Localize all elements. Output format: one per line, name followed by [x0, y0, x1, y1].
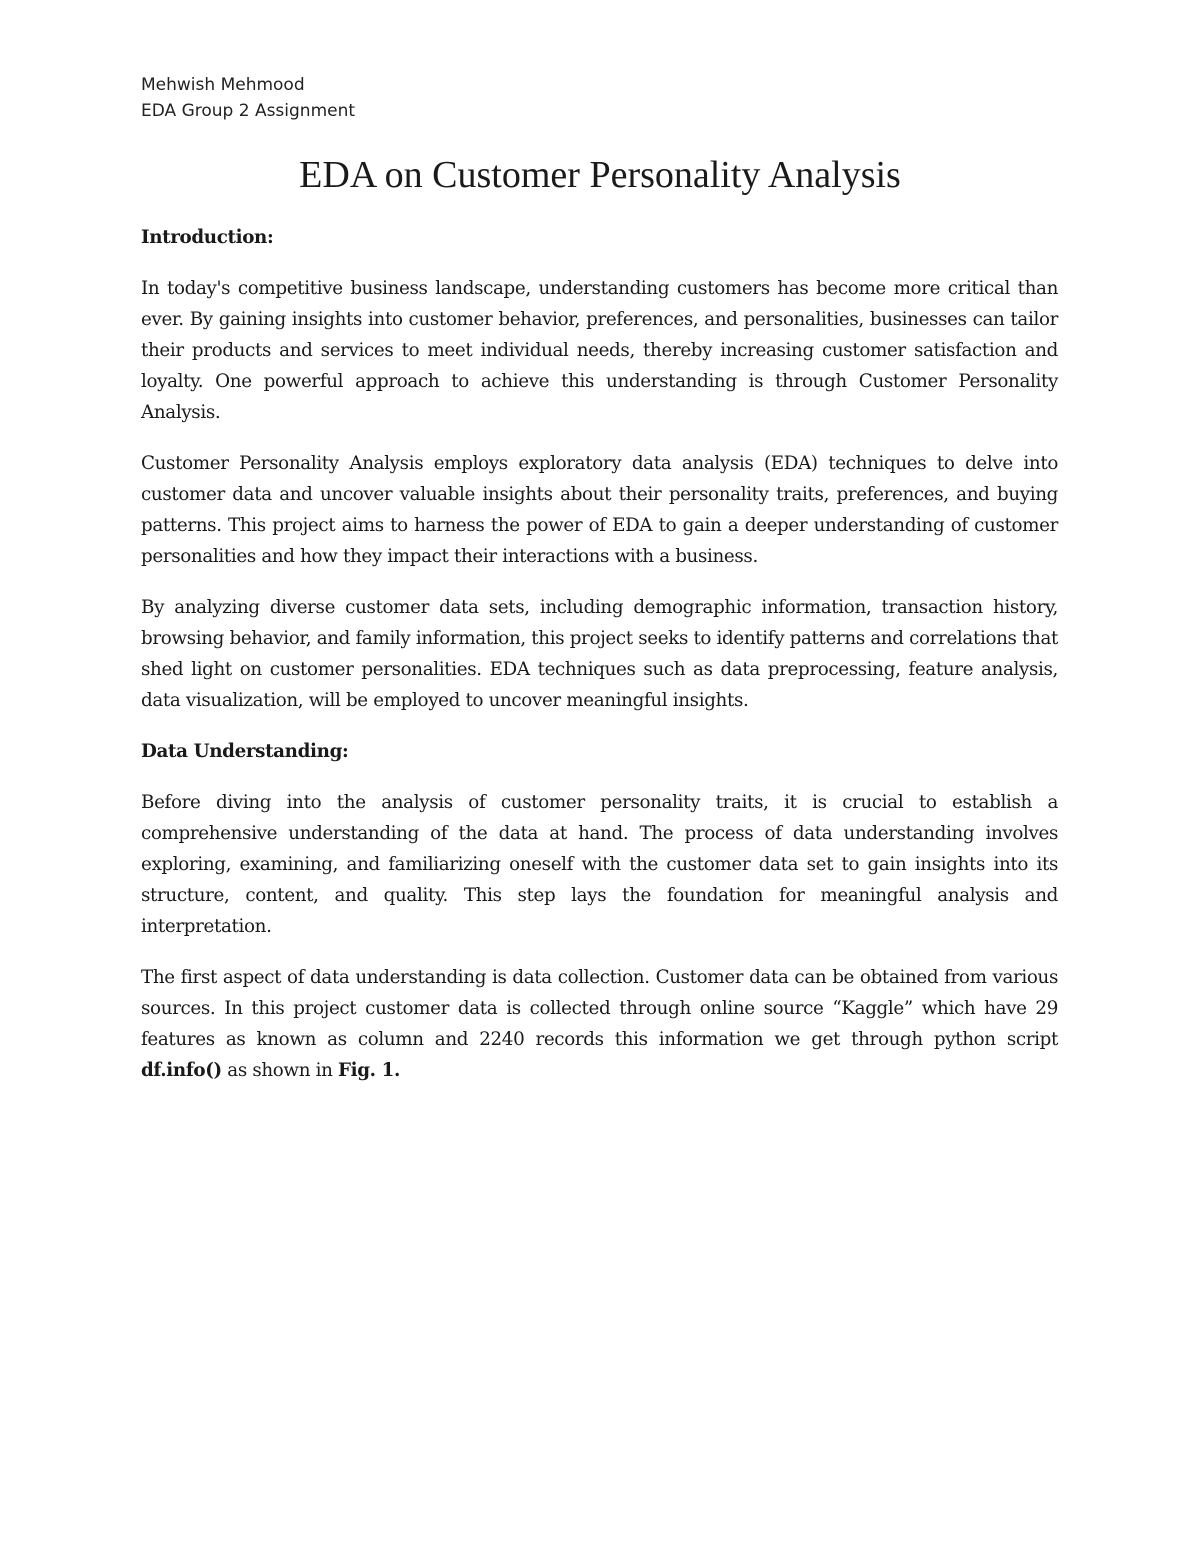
code-reference: df.info() [141, 1060, 222, 1081]
paragraph-text: The first aspect of data understanding is data collection. Customer data can be obtained from various sources. In this project customer data is collected through online source “Kaggle” which have 29 features as known as column and 2240 records this information we get through python script [141, 967, 1058, 1050]
author-name: Mehwish Mehmood [141, 75, 305, 95]
paragraph-text-mid: as shown in [221, 1060, 338, 1081]
course-label: EDA Group 2 Assignment [141, 101, 356, 121]
figure-reference: Fig. 1. [338, 1060, 401, 1081]
introduction-paragraph-3: By analyzing diverse customer data sets, including demographic information, transaction history, browsing behavior, and family information, this project seeks to identify patterns and correlations that shed light on customer personalities. EDA techniques such as data preprocessing, feature analysis, data visualization, will be employed to uncover meaningful insights. [141, 597, 1058, 711]
document-title: EDA on Customer Personality Analysis [299, 154, 901, 196]
document-body [141, 222, 1058, 1106]
introduction-paragraph-2: Customer Personality Analysis employs exploratory data analysis (EDA) techniques to delve into customer data and uncover valuable insights about their personality traits, preferences, and buying patterns. This project aims to harness the power of EDA to gain a deeper understanding of customer personalities and how they impact their interactions with a business. [141, 453, 1058, 567]
data-understanding-heading: Data Understanding: [141, 741, 349, 762]
data-understanding-paragraph-1: Before diving into the analysis of customer personality traits, it is crucial to establish a comprehensive understanding of the data at hand. The process of data understanding involves exploring, examining, and familiarizing oneself with the customer data set to gain insights into its structure, content, and quality. This step lays the foundation for meaningful analysis and interpretation. [141, 792, 1058, 937]
document-header [141, 72, 355, 124]
data-understanding-paragraph-2 [141, 962, 1058, 1086]
introduction-heading: Introduction: [141, 227, 274, 248]
introduction-paragraph-1: In today's competitive business landscape, understanding customers has become more critical than ever. By gaining insights into customer behavior, preferences, and personalities, businesses can tailor their products and services to meet individual needs, thereby increasing customer satisfaction and loyalty. One powerful approach to achieve this understanding is through Customer Personality Analysis. [141, 278, 1058, 423]
